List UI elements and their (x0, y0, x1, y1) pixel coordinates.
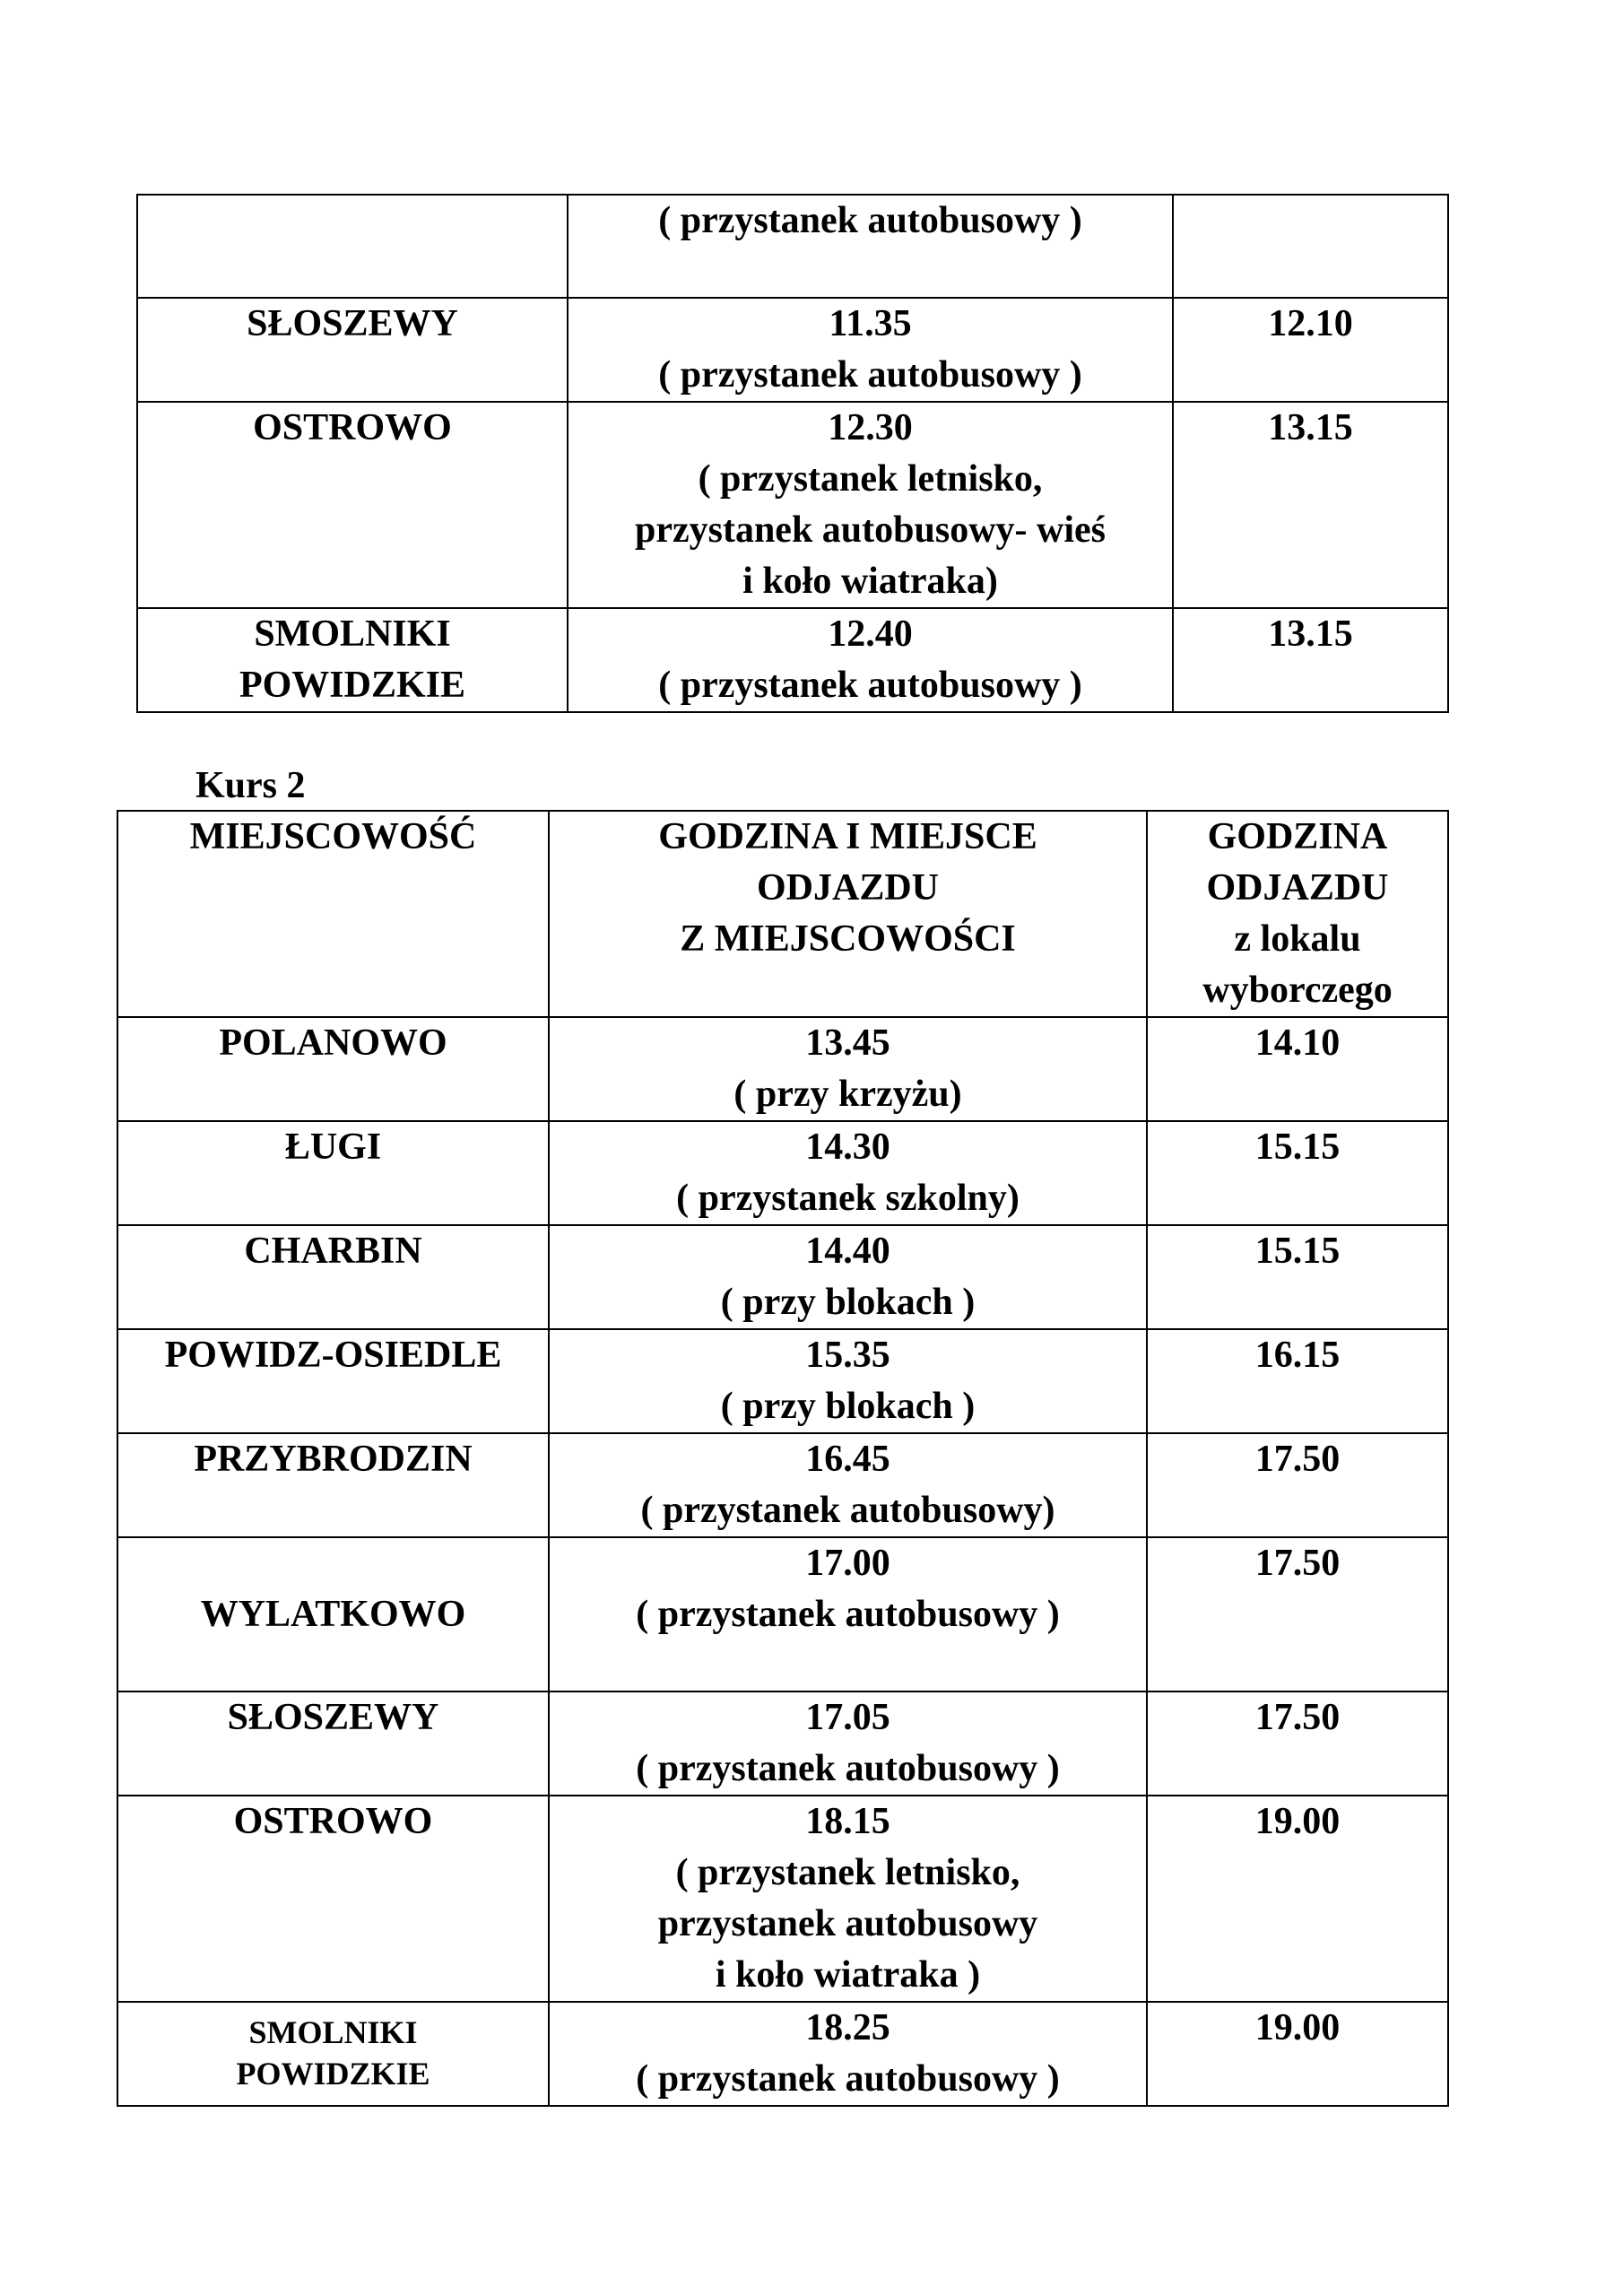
stop-text: ( przystanek letnisko, (675, 1852, 1020, 1893)
return-time: 17.50 (1254, 1439, 1341, 1480)
table-row (117, 1017, 1448, 1121)
header-text: MIEJSCOWOŚĆ (189, 816, 477, 857)
time-stop-cell (549, 1121, 1147, 1225)
stop-text: ( przystanek autobusowy) (640, 1490, 1055, 1531)
return-time: 14.10 (1254, 1022, 1341, 1064)
place-name: PRZYBRODZIN (194, 1439, 473, 1480)
departure-time: 11.35 (829, 303, 912, 344)
place-cell (117, 1017, 549, 1121)
time-stop-cell (568, 195, 1173, 298)
depart-cell (1147, 1537, 1448, 1692)
departure-time: 13.45 (805, 1022, 890, 1064)
place-cell (117, 2002, 549, 2106)
time-stop-cell (549, 1225, 1147, 1329)
place-cell (137, 608, 568, 712)
header-text: wyborczego (1202, 970, 1393, 1011)
place-name: SMOLNIKI (248, 2014, 418, 2050)
return-time: 13.15 (1268, 613, 1353, 655)
header-text: ODJAZDU (1206, 867, 1389, 909)
place-cell (117, 1225, 549, 1329)
place-name: SŁOSZEWY (227, 1697, 439, 1738)
depart-cell (1173, 298, 1448, 402)
table-row (137, 195, 1448, 298)
place-name: ŁUGI (284, 1126, 382, 1168)
departure-time: 12.30 (828, 407, 913, 448)
table-row (117, 1225, 1448, 1329)
stop-text: ( przystanek autobusowy ) (636, 1594, 1060, 1635)
header-text: GODZINA I MIEJSCE (658, 816, 1037, 857)
table-row (137, 298, 1448, 402)
stop-text: ( przystanek autobusowy ) (658, 200, 1082, 241)
depart-cell (1147, 1433, 1448, 1537)
depart-cell (1173, 608, 1448, 712)
place-name: POLANOWO (219, 1022, 447, 1064)
departure-time: 17.00 (805, 1543, 890, 1584)
time-stop-cell (549, 1329, 1147, 1433)
table-row (117, 1692, 1448, 1796)
depart-cell (1147, 1796, 1448, 2002)
place-cell (117, 1329, 549, 1433)
header-text: ODJAZDU (756, 867, 939, 909)
departure-time: 14.40 (805, 1231, 890, 1272)
place-name: WYLATKOWO (200, 1593, 466, 1635)
table-row (117, 1121, 1448, 1225)
return-time: 19.00 (1254, 1801, 1341, 1842)
place-name: POWIDZKIE (236, 2056, 430, 2092)
header-text: Z MIEJSCOWOŚCI (680, 918, 1016, 960)
stop-text: przystanek autobusowy (657, 1903, 1038, 1944)
place-cell (117, 1121, 549, 1225)
place-cell (117, 1433, 549, 1537)
schedule-table-kurs-2 (117, 810, 1449, 2107)
stop-text: ( przystanek autobusowy ) (658, 354, 1082, 396)
return-time: 12.10 (1268, 303, 1353, 344)
departure-time: 18.25 (805, 2007, 890, 2048)
time-stop-cell (568, 402, 1173, 608)
header-text: GODZINA (1207, 816, 1388, 857)
return-time: 17.50 (1254, 1697, 1341, 1738)
stop-text: ( przystanek letnisko, (698, 458, 1043, 500)
return-time: 17.50 (1254, 1543, 1341, 1584)
return-time: 15.15 (1254, 1231, 1341, 1272)
time-stop-cell (549, 1692, 1147, 1796)
departure-time: 16.45 (805, 1439, 890, 1480)
depart-cell (1173, 402, 1448, 608)
stop-text: ( przy blokach ) (720, 1282, 976, 1323)
depart-cell (1173, 195, 1448, 298)
table-row (137, 402, 1448, 608)
table-row (117, 1537, 1448, 1692)
schedule-table-kurs-1 (136, 194, 1449, 713)
time-stop-cell (568, 608, 1173, 712)
departure-time: 18.15 (805, 1801, 890, 1842)
return-time: 16.15 (1254, 1335, 1341, 1376)
stop-text: ( przystanek szkolny) (676, 1178, 1020, 1219)
time-stop-cell (568, 298, 1173, 402)
place-cell (117, 1537, 549, 1692)
stop-text: i koło wiatraka) (742, 561, 998, 602)
stop-text: przystanek autobusowy- wieś (634, 509, 1107, 551)
place-cell (137, 195, 568, 298)
depart-cell (1147, 1225, 1448, 1329)
place-cell (117, 1796, 549, 2002)
section-heading-kurs-2: Kurs 2 (195, 765, 306, 806)
place-name: OSTROWO (253, 407, 452, 448)
table-row (137, 608, 1448, 712)
depart-cell (1147, 1329, 1448, 1433)
column-header-depart (1147, 811, 1448, 1017)
departure-time: 14.30 (805, 1126, 890, 1168)
table-row (117, 2002, 1448, 2106)
depart-cell (1147, 1692, 1448, 1796)
time-stop-cell (549, 2002, 1147, 2106)
place-cell (137, 402, 568, 608)
departure-time: 17.05 (805, 1697, 890, 1738)
place-name: POWIDZKIE (239, 665, 466, 706)
departure-time: 12.40 (828, 613, 913, 655)
place-name: POWIDZ-OSIEDLE (164, 1335, 502, 1376)
stop-text: ( przystanek autobusowy ) (658, 665, 1082, 706)
time-stop-cell (549, 1017, 1147, 1121)
place-name: SŁOSZEWY (247, 303, 458, 344)
table-header-row (117, 811, 1448, 1017)
column-header-time-stop (549, 811, 1147, 1017)
place-name: OSTROWO (233, 1801, 433, 1842)
time-stop-cell (549, 1796, 1147, 2002)
stop-text: ( przystanek autobusowy ) (636, 2058, 1060, 2100)
place-cell (137, 298, 568, 402)
place-name: CHARBIN (244, 1231, 422, 1272)
column-header-place (117, 811, 549, 1017)
header-text: z lokalu (1234, 918, 1361, 960)
depart-cell (1147, 2002, 1448, 2106)
return-time: 15.15 (1254, 1126, 1341, 1168)
table-row (117, 1796, 1448, 2002)
stop-text: i koło wiatraka ) (715, 1954, 981, 1996)
place-cell (117, 1692, 549, 1796)
return-time: 19.00 (1254, 2007, 1341, 2048)
table-row (117, 1329, 1448, 1433)
depart-cell (1147, 1121, 1448, 1225)
stop-text: ( przy krzyżu) (733, 1074, 962, 1115)
depart-cell (1147, 1017, 1448, 1121)
time-stop-cell (549, 1537, 1147, 1692)
time-stop-cell (549, 1433, 1147, 1537)
departure-time: 15.35 (805, 1335, 890, 1376)
stop-text: ( przy blokach ) (720, 1386, 976, 1427)
return-time: 13.15 (1268, 407, 1353, 448)
place-name: SMOLNIKI (254, 613, 451, 655)
stop-text: ( przystanek autobusowy ) (636, 1748, 1060, 1789)
table-row (117, 1433, 1448, 1537)
